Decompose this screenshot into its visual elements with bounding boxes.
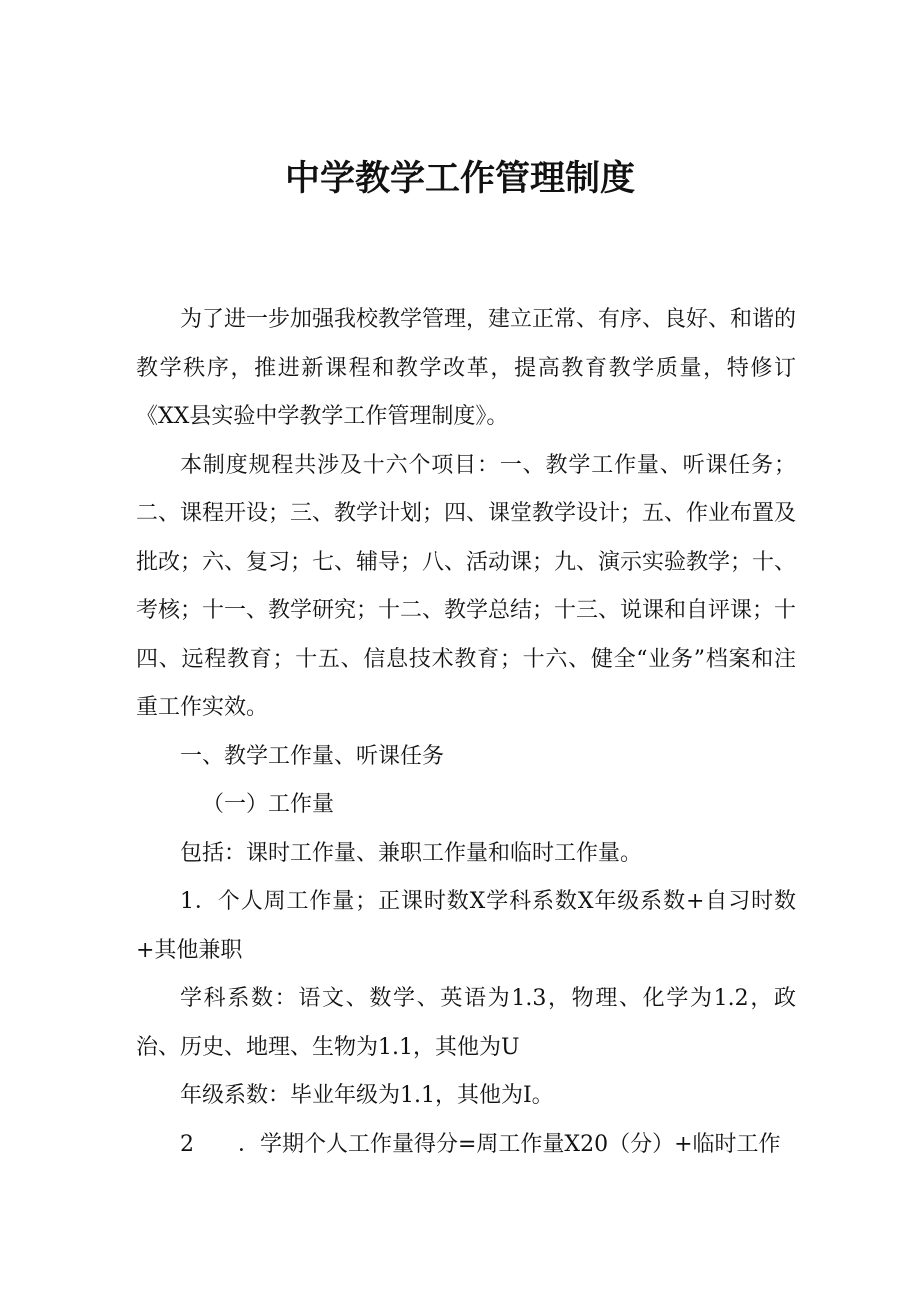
subsection-heading: （一）工作量 [202,792,335,817]
grade-coefficient: 年级系数：毕业年级为1.1，其他为I。 [180,1083,554,1108]
document-body [136,296,796,1169]
project-list-paragraph: 本制度规程共涉及十六个项目：一、教学工作量、听课任务；二、课程开设；三、教学计划；四、课堂教学设计；五、作业布置及批改；六、复习；七、辅导；八、活动课；九、演示实验教学；十、考核；十一、教学研究；十二、教学总结；十三、说课和自评课；十四、远程教育；十五、信息技术教育；十六、健全“业务”档案和注重工作实效。 [136,452,797,720]
document-title: 中学教学工作管理制度 [284,159,635,199]
workload-definition: 包括：课时工作量、兼职工作量和临时工作量。 [180,840,643,866]
section-heading: 一、教学工作量、听课任务 [180,743,445,769]
intro-paragraph: 为了进一步加强我校教学管理，建立正常、有序、良好、和谐的教学秩序，推进新课程和教学改革，提高教育教学质量，特修订《XX县实验中学教学工作管理制度》。 [136,307,797,429]
weekly-workload-formula: 1．个人周工作量；正课时数X学科系数X年级系数+自习时数+其他兼职 [136,889,796,963]
subject-coefficient: 学科系数：语文、数学、英语为1.3，物理、化学为1.2，政治、历史、地理、生物为1.1，其他为U [136,986,796,1060]
semester-score-formula: 2 ．学期个人工作量得分=周工作量X20（分）+临时工作 [180,1131,781,1157]
